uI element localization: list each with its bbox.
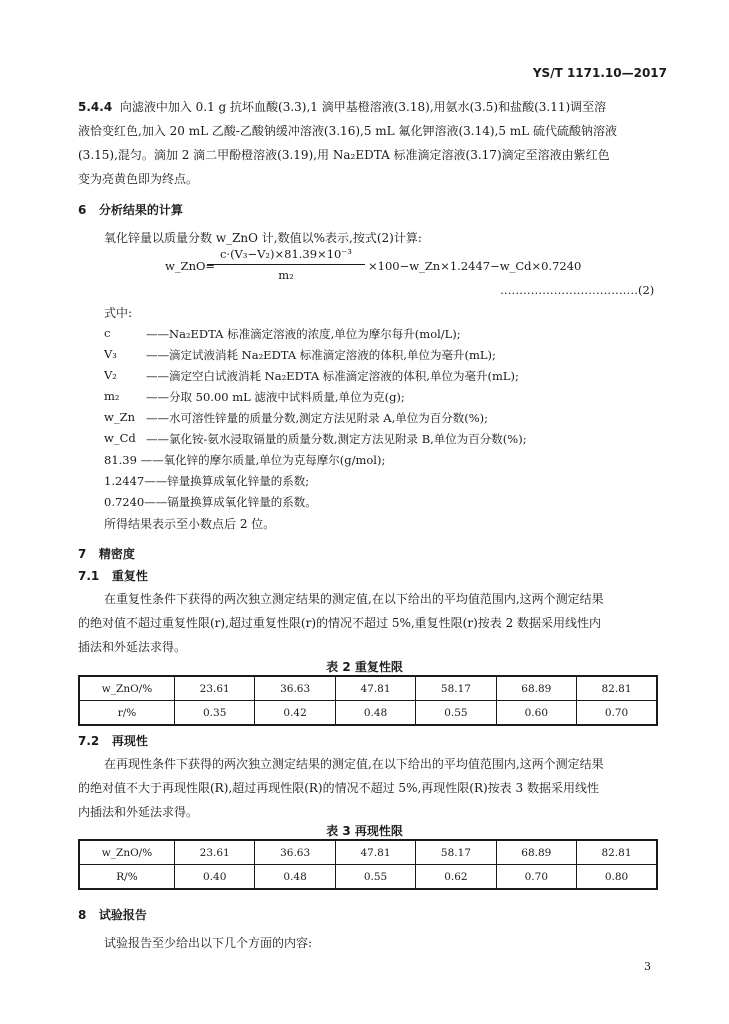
table-row bbox=[79, 865, 657, 890]
section-number: 8 bbox=[78, 908, 87, 922]
table-cell: 0.55 bbox=[335, 865, 415, 890]
clause-number: 7.2 bbox=[78, 734, 100, 748]
clause-title: 重复性 bbox=[111, 569, 148, 583]
def-text: ——分取 50.00 mL 滤液中试料质量,单位为克(g); bbox=[146, 390, 405, 404]
def-text: ——氯化铵-氨水浸取镉量的质量分数,测定方法见附录 B,单位为百分数(%); bbox=[146, 432, 527, 446]
def-symbol: V₃ bbox=[104, 347, 117, 361]
table-cell: 68.89 bbox=[496, 676, 576, 701]
table-cell: 0.62 bbox=[416, 865, 496, 890]
row-label: w_ZnO/% bbox=[79, 676, 175, 701]
def-text: ——水可溶性锌量的质量分数,测定方法见附录 A,单位为百分数(%); bbox=[146, 411, 489, 425]
section-6-heading bbox=[78, 201, 183, 218]
table-3-caption: 表 3 再现性限 bbox=[326, 824, 403, 838]
formula-lhs: w_ZnO= bbox=[165, 259, 216, 273]
table-cell: 68.89 bbox=[496, 840, 576, 865]
table-cell: 0.42 bbox=[255, 701, 335, 726]
table-row bbox=[79, 701, 657, 726]
repeatability-line-1: 在重复性条件下获得的两次独立测定结果的测定值,在以下给出的平均值范围内,这两个测定结果 bbox=[104, 592, 604, 606]
table-cell: 23.61 bbox=[175, 840, 255, 865]
formula-numerator: c·(V₃−V₂)×81.39×10⁻³ bbox=[219, 247, 353, 261]
row-label: R/% bbox=[79, 865, 175, 890]
table-cell: 36.63 bbox=[255, 840, 335, 865]
equation-number: ………………………………(2) bbox=[500, 283, 655, 297]
const-zn-factor: 1.2447——锌量换算成氧化锌量的系数; bbox=[104, 474, 310, 488]
clause-5-4-4-line-2: 液恰变红色,加入 20 mL 乙酸-乙酸钠缓冲溶液(3.16),5 mL 氟化钾溶液(3.14),5 mL 硫代硫酸钠溶液 bbox=[78, 124, 617, 138]
calc-intro: 氧化锌量以质量分数 w_ZnO 计,数值以%表示,按式(2)计算: bbox=[104, 231, 422, 245]
where-label: 式中: bbox=[104, 306, 133, 320]
clause-number: 7.1 bbox=[78, 569, 100, 583]
section-7-heading bbox=[78, 545, 135, 562]
section-8-heading bbox=[78, 906, 147, 923]
table-cell: 0.48 bbox=[335, 701, 415, 726]
repeatability-line-2: 的绝对值不超过重复性限(r),超过重复性限(r)的情况不超过 5%,重复性限(r)按表 2 数据采用线性内 bbox=[78, 616, 602, 630]
table-cell: 0.60 bbox=[496, 701, 576, 726]
table-cell: 0.40 bbox=[175, 865, 255, 890]
clause-5-4-4-line-3: (3.15),混匀。滴加 2 滴二甲酚橙溶液(3.19),用 Na₂EDTA 标准滴定溶液(3.17)滴定至溶液由紫红色 bbox=[78, 148, 610, 162]
table-2-caption: 表 2 重复性限 bbox=[326, 660, 403, 674]
rounding-note: 所得结果表示至小数点后 2 位。 bbox=[104, 517, 276, 531]
table-cell: 36.63 bbox=[255, 676, 335, 701]
table-row bbox=[79, 840, 657, 865]
clause-text: 向滤液中加入 0.1 g 抗坏血酸(3.3),1 滴甲基橙溶液(3.18),用氨水(3.5)和盐酸(3.11)调至溶 bbox=[119, 100, 607, 114]
table-cell: 47.81 bbox=[335, 840, 415, 865]
const-cd-factor: 0.7240——镉量换算成氧化锌量的系数。 bbox=[104, 495, 317, 509]
formula-tail: ×100−w_Zn×1.2447−w_Cd×0.7240 bbox=[368, 259, 582, 273]
table-cell: 0.80 bbox=[577, 865, 657, 890]
repeatability-table bbox=[78, 675, 658, 726]
table-cell: 0.35 bbox=[175, 701, 255, 726]
table-cell: 0.48 bbox=[255, 865, 335, 890]
row-label: w_ZnO/% bbox=[79, 840, 175, 865]
table-row bbox=[79, 676, 657, 701]
def-symbol: w_Cd bbox=[104, 431, 136, 445]
row-label: r/% bbox=[79, 701, 175, 726]
table-cell: 0.55 bbox=[416, 701, 496, 726]
section-title: 分析结果的计算 bbox=[98, 203, 183, 217]
table-cell: 82.81 bbox=[577, 840, 657, 865]
clause-5-4-4-line-4: 变为亮黄色即为终点。 bbox=[78, 172, 199, 186]
reproducibility-table bbox=[78, 839, 658, 890]
section-number: 7 bbox=[78, 547, 87, 561]
table-cell: 47.81 bbox=[335, 676, 415, 701]
section-title: 试验报告 bbox=[98, 908, 147, 922]
formula-denominator: m₂ bbox=[278, 268, 294, 282]
clause-7-2-heading bbox=[78, 732, 148, 749]
standard-id: YS/T 1171.10—2017 bbox=[532, 66, 667, 80]
def-text: ——Na₂EDTA 标准滴定溶液的浓度,单位为摩尔每升(mol/L); bbox=[146, 327, 461, 341]
table-cell: 0.70 bbox=[577, 701, 657, 726]
repeatability-line-3: 插法和外延法求得。 bbox=[78, 640, 187, 654]
reproducibility-line-1: 在再现性条件下获得的两次独立测定结果的测定值,在以下给出的平均值范围内,这两个测定结果 bbox=[104, 757, 604, 771]
clause-number: 5.4.4 bbox=[78, 100, 113, 114]
def-symbol: m₂ bbox=[104, 389, 120, 403]
reproducibility-line-3: 内插法和外延法求得。 bbox=[78, 805, 199, 819]
clause-5-4-4-line-1 bbox=[78, 98, 606, 115]
table-cell: 58.17 bbox=[416, 676, 496, 701]
def-text: ——滴定空白试液消耗 Na₂EDTA 标准滴定溶液的体积,单位为毫升(mL); bbox=[146, 369, 519, 383]
reproducibility-line-2: 的绝对值不大于再现性限(R),超过再现性限(R)的情况不超过 5%,再现性限(R)按表 3 数据采用线性 bbox=[78, 781, 599, 795]
section-title: 精密度 bbox=[98, 547, 135, 561]
clause-7-1-heading bbox=[78, 567, 148, 584]
page-number: 3 bbox=[644, 960, 651, 973]
table-cell: 82.81 bbox=[577, 676, 657, 701]
fraction-bar bbox=[207, 264, 365, 265]
def-symbol: w_Zn bbox=[104, 410, 135, 424]
clause-title: 再现性 bbox=[111, 734, 148, 748]
const-molar-mass: 81.39 ——氧化锌的摩尔质量,单位为克每摩尔(g/mol); bbox=[104, 453, 386, 467]
def-symbol: c bbox=[104, 326, 111, 340]
report-intro: 试验报告至少给出以下几个方面的内容: bbox=[104, 936, 313, 950]
def-symbol: V₂ bbox=[104, 368, 117, 382]
table-cell: 23.61 bbox=[175, 676, 255, 701]
table-cell: 0.70 bbox=[496, 865, 576, 890]
table-cell: 58.17 bbox=[416, 840, 496, 865]
def-text: ——滴定试液消耗 Na₂EDTA 标准滴定溶液的体积,单位为毫升(mL); bbox=[146, 348, 496, 362]
section-number: 6 bbox=[78, 203, 87, 217]
